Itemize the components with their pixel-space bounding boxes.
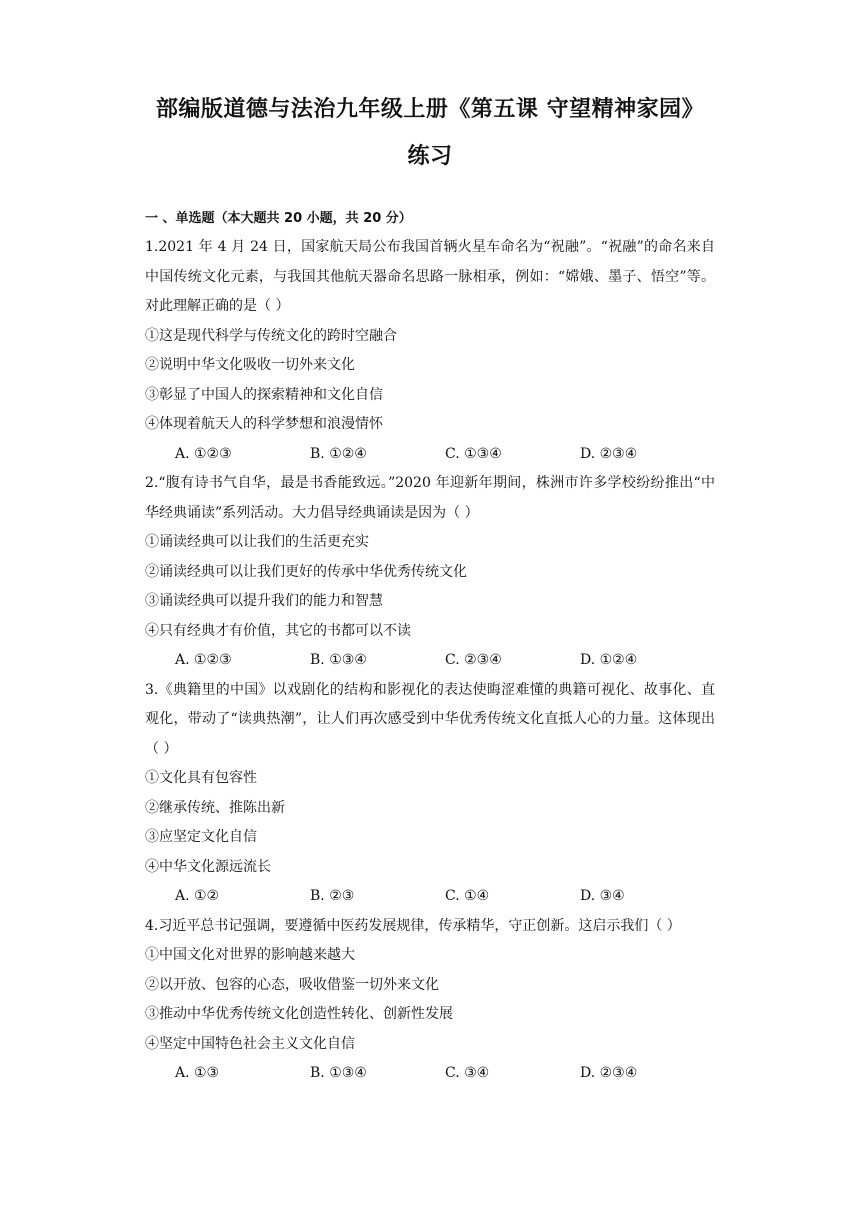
statement-item: ③彰显了中国人的探索精神和文化自信 [145, 386, 383, 403]
question-2 [145, 469, 715, 676]
question-stem: 2.“腹有诗书气自华，最是书香能致远。”2020 年迎新年期间，株洲市许多学校纷纷推出“中华经典诵读”系列活动。大力倡导经典诵读是因为（ ） [145, 475, 715, 521]
section-heading: 一 、单选题（本大题共 20 小题，共 20 分） [145, 211, 412, 226]
document-title-continued: 练习 [407, 144, 453, 169]
option-c[interactable]: C. ③④ [445, 1065, 490, 1081]
statement-item: ③应坚定文化自信 [145, 829, 257, 845]
option-d[interactable]: D. ②③④ [580, 445, 638, 462]
statement-item: ④中华文化源远流长 [145, 858, 271, 875]
statement-item: ②诵读经典可以让我们更好的传承中华优秀传统文化 [145, 563, 467, 580]
option-b[interactable]: B. ①②④ [310, 445, 367, 462]
statement-item: ②说明中华文化吸收一切外来文化 [145, 357, 355, 373]
option-a[interactable]: A. ①②③ [175, 652, 232, 668]
statement-item: ①中国文化对世界的影响越来越大 [145, 947, 355, 963]
question-1 [145, 233, 715, 469]
option-d[interactable]: D. ②③④ [580, 1065, 638, 1081]
option-c[interactable]: C. ①③④ [445, 445, 502, 462]
statement-item: ④坚定中国特色社会主义文化自信 [145, 1035, 355, 1052]
statement-item: ②继承传统、推陈出新 [145, 799, 285, 816]
option-d[interactable]: D. ③④ [580, 888, 625, 904]
question-4 [145, 912, 715, 1089]
statement-item: ①文化具有包容性 [145, 770, 257, 786]
statement-item: ①诵读经典可以让我们的生活更充实 [145, 534, 369, 550]
answer-options [145, 646, 715, 676]
document-title: 部编版道德与法治九年级上册《第五课 守望精神家园》 [155, 97, 705, 122]
option-a[interactable]: A. ①③ [175, 1065, 220, 1081]
question-list [145, 233, 715, 1089]
question-stem: 3.《典籍里的中国》以戏剧化的结构和影视化的表达使晦涩难懂的典籍可视化、故事化、直观化，带动了“读典热潮”，让人们再次感受到中华优秀传统文化直抵人心的力量。这体现出（ ） [145, 681, 715, 757]
answer-options [145, 440, 715, 470]
statement-item: ①这是现代科学与传统文化的跨时空融合 [145, 327, 397, 344]
option-b[interactable]: B. ①③④ [310, 652, 367, 668]
option-d[interactable]: D. ①②④ [580, 652, 638, 668]
option-c[interactable]: C. ②③④ [445, 652, 502, 668]
statement-item: ④体现着航天人的科学梦想和浪漫情怀 [145, 416, 383, 432]
option-b[interactable]: B. ②③ [310, 888, 355, 904]
option-c[interactable]: C. ①④ [445, 888, 490, 904]
option-b[interactable]: B. ①③④ [310, 1065, 367, 1081]
statement-item: ③诵读经典可以提升我们的能力和智慧 [145, 593, 383, 609]
option-a[interactable]: A. ①② [175, 888, 220, 904]
answer-options [145, 1059, 715, 1089]
question-stem: 4.习近平总书记强调，要遵循中医药发展规律，传承精华，守正创新。这启示我们（ ） [145, 917, 681, 934]
statement-item: ③推动中华优秀传统文化创造性转化、创新性发展 [145, 1006, 453, 1022]
question-3 [145, 676, 715, 912]
statement-item: ②以开放、包容的心态，吸收借鉴一切外来文化 [145, 976, 439, 993]
option-a[interactable]: A. ①②③ [175, 445, 232, 462]
statement-item: ④只有经典才有价值，其它的书都可以不读 [145, 622, 411, 639]
answer-options [145, 882, 715, 912]
question-stem: 1.2021 年 4 月 24 日，国家航天局公布我国首辆火星车命名为“祝融”。“祝融”的命名来自中国传统文化元素，与我国其他航天器命名思路一脉相承，例如：“嫦娥、墨子、悟空”等。对此理解正确的是（ ） [145, 239, 715, 314]
